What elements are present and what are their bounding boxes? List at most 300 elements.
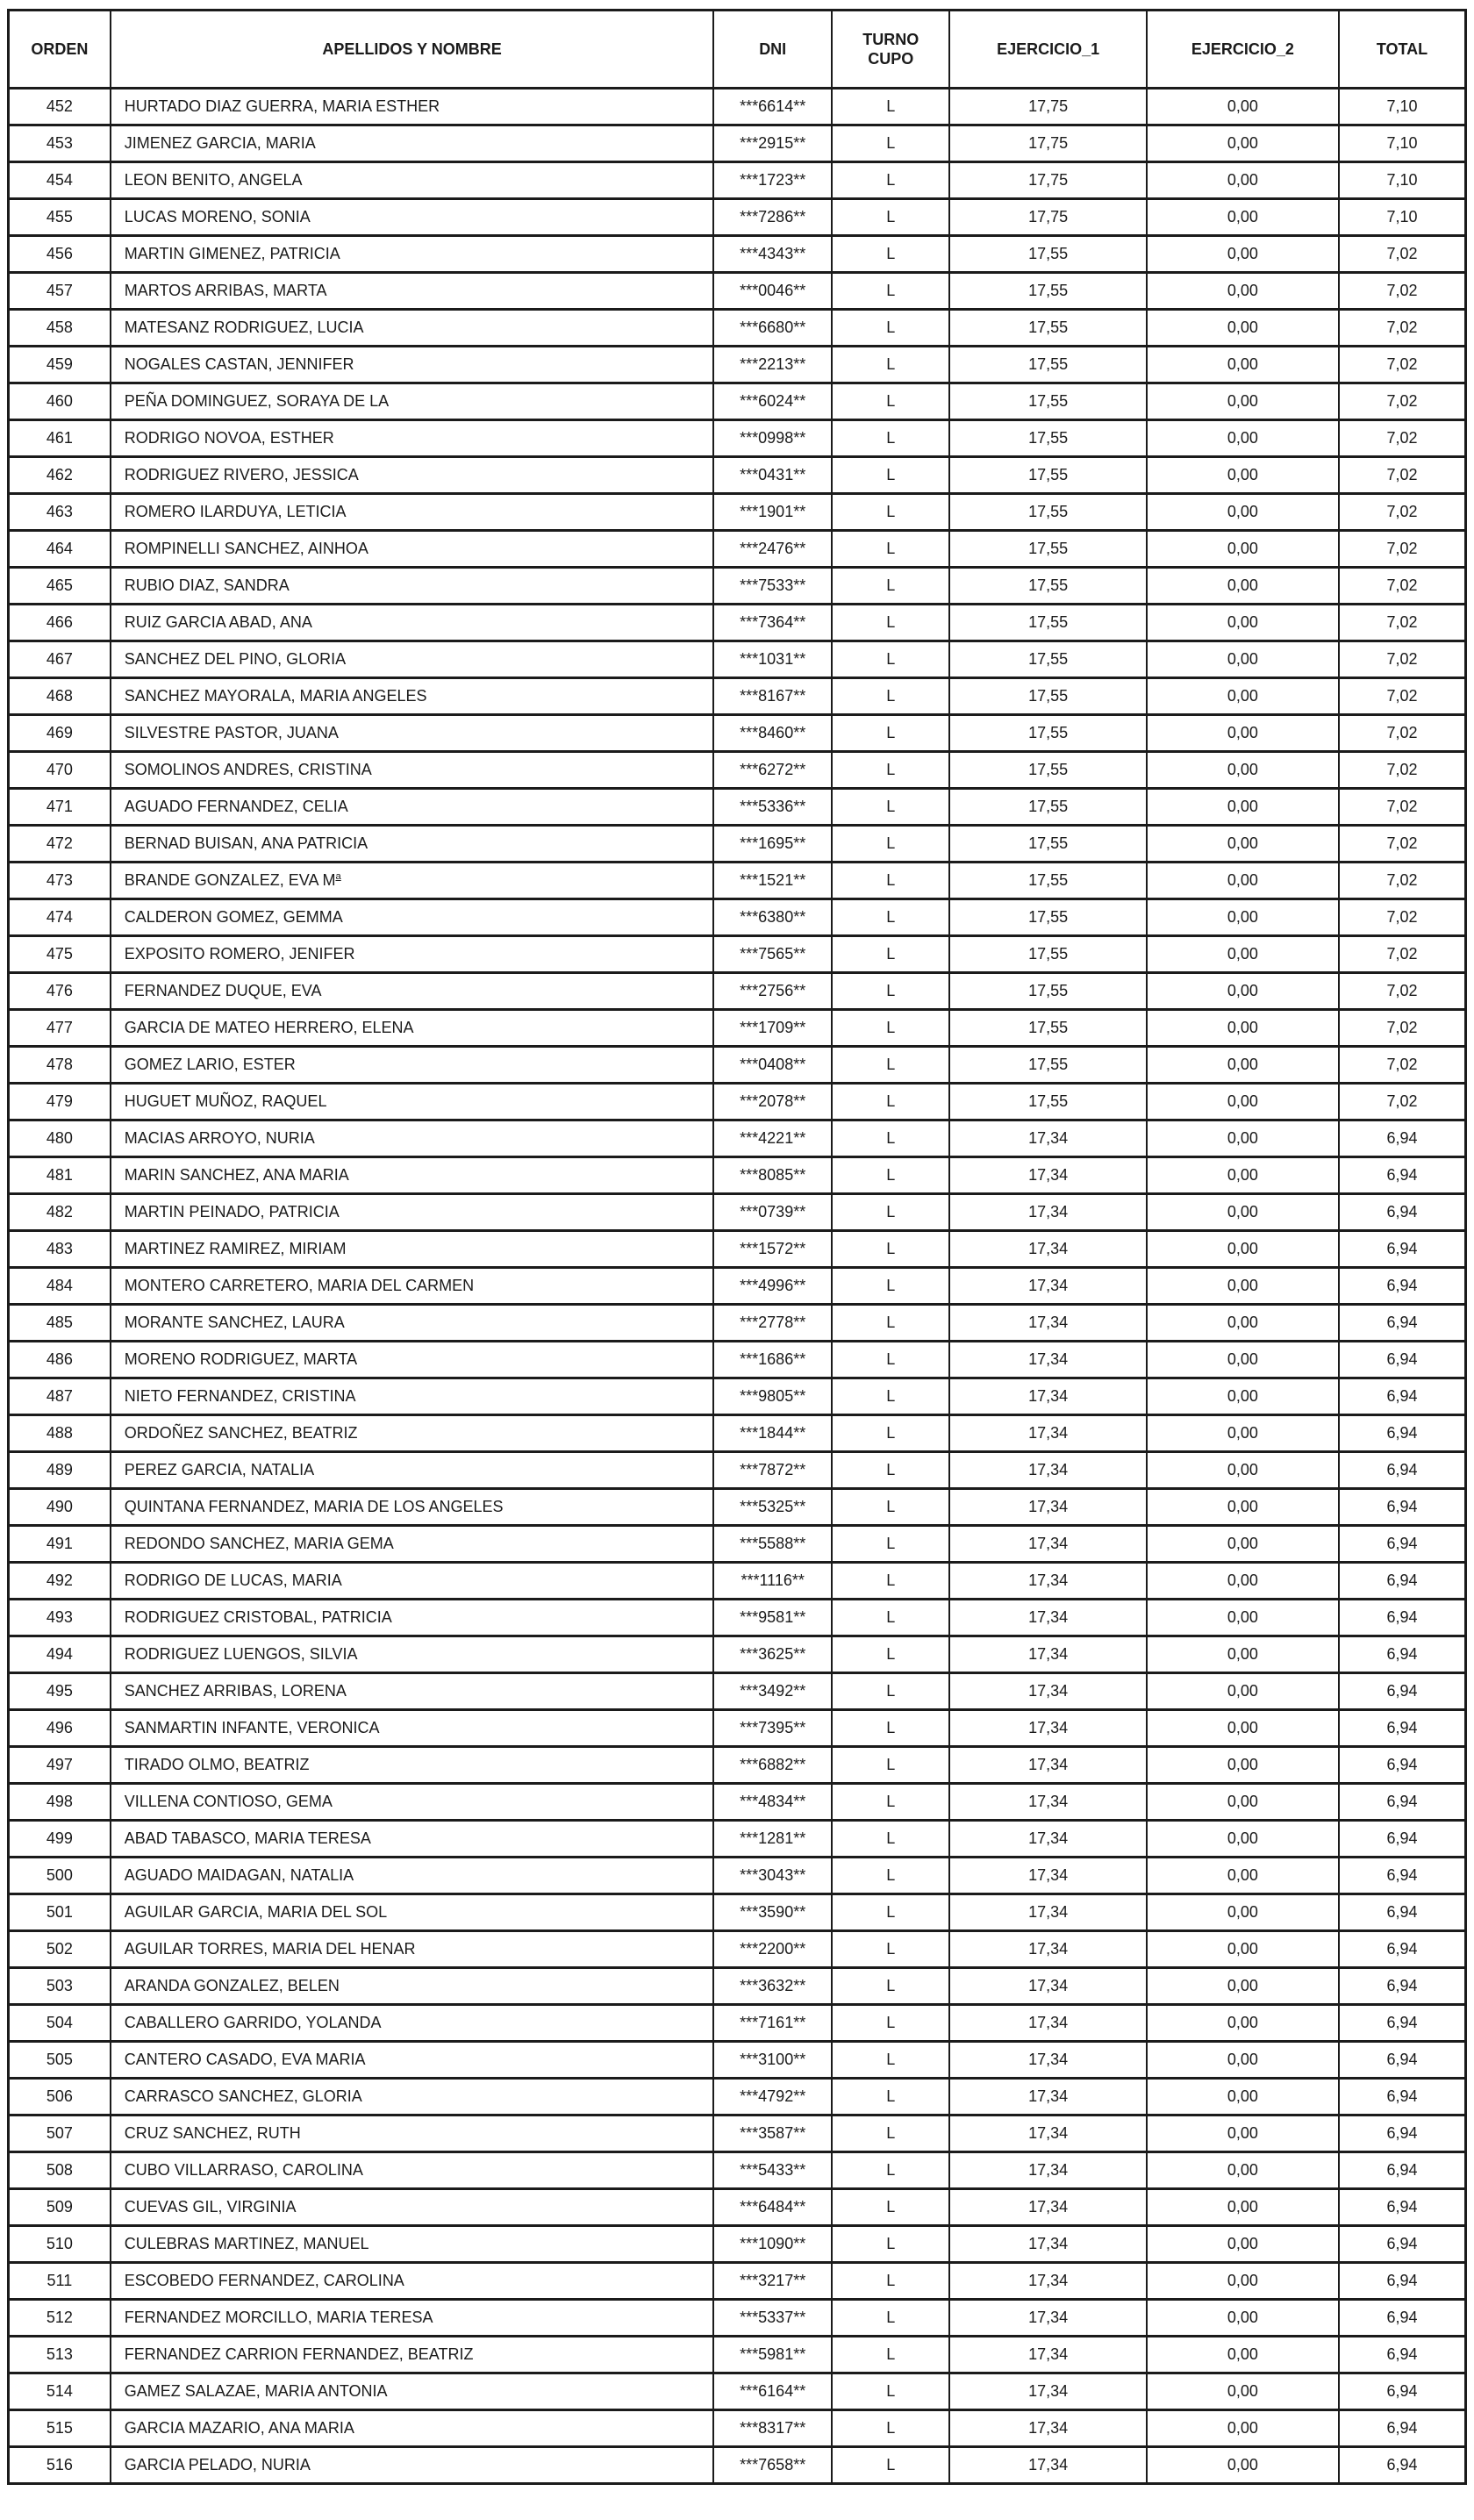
table-row [9,641,1466,678]
cell-ej2: 0,00 [1147,1378,1339,1415]
cell-ej1: 17,34 [949,1821,1146,1858]
cell-total: 6,94 [1339,1673,1466,1710]
cell-nombre: VILLENA CONTIOSO, GEMA [111,1784,714,1821]
cell-turno: L [832,236,950,273]
cell-nombre: GOMEZ LARIO, ESTER [111,1047,714,1084]
cell-nombre: LUCAS MORENO, SONIA [111,199,714,236]
cell-nombre: CABALLERO GARRIDO, YOLANDA [111,2005,714,2042]
cell-turno: L [832,1710,950,1747]
cell-total: 7,02 [1339,752,1466,789]
table-row [9,936,1466,973]
cell-orden: 502 [9,1931,111,1968]
cell-ej2: 0,00 [1147,1710,1339,1747]
cell-total: 6,94 [1339,1600,1466,1636]
cell-total: 6,94 [1339,2152,1466,2189]
cell-nombre: GARCIA MAZARIO, ANA MARIA [111,2410,714,2447]
cell-ej1: 17,55 [949,236,1146,273]
cell-total: 7,02 [1339,310,1466,347]
cell-orden: 458 [9,310,111,347]
cell-nombre: MARTIN GIMENEZ, PATRICIA [111,236,714,273]
cell-turno: L [832,347,950,383]
cell-ej1: 17,55 [949,457,1146,494]
cell-orden: 457 [9,273,111,310]
table-row [9,899,1466,936]
cell-orden: 499 [9,1821,111,1858]
cell-ej1: 17,34 [949,2005,1146,2042]
cell-turno: L [832,162,950,199]
cell-dni: ***8167** [713,678,832,715]
cell-ej1: 17,34 [949,1268,1146,1305]
cell-ej2: 0,00 [1147,1268,1339,1305]
cell-nombre: REDONDO SANCHEZ, MARIA GEMA [111,1526,714,1563]
header-turno-cupo: TURNO CUPO [832,11,950,89]
cell-ej1: 17,34 [949,1157,1146,1194]
cell-dni: ***3217** [713,2263,832,2300]
cell-dni: ***3625** [713,1636,832,1673]
cell-nombre: SANCHEZ MAYORALA, MARIA ANGELES [111,678,714,715]
cell-ej1: 17,55 [949,273,1146,310]
cell-orden: 459 [9,347,111,383]
cell-total: 7,02 [1339,678,1466,715]
cell-total: 7,02 [1339,863,1466,899]
cell-ej1: 17,55 [949,936,1146,973]
cell-orden: 509 [9,2189,111,2226]
cell-nombre: GAMEZ SALAZAE, MARIA ANTONIA [111,2373,714,2410]
cell-ej2: 0,00 [1147,863,1339,899]
table-row [9,2447,1466,2484]
cell-dni: ***9581** [713,1600,832,1636]
cell-ej2: 0,00 [1147,1784,1339,1821]
cell-ej1: 17,34 [949,2410,1146,2447]
cell-orden: 489 [9,1452,111,1489]
table-row [9,236,1466,273]
cell-total: 7,10 [1339,125,1466,162]
cell-ej1: 17,55 [949,1084,1146,1120]
table-row [9,1968,1466,2005]
cell-ej2: 0,00 [1147,2042,1339,2079]
cell-turno: L [832,605,950,641]
cell-total: 6,94 [1339,1120,1466,1157]
cell-orden: 478 [9,1047,111,1084]
cell-orden: 515 [9,2410,111,2447]
table-row [9,125,1466,162]
table-row [9,1120,1466,1157]
cell-ej2: 0,00 [1147,936,1339,973]
table-row [9,1858,1466,1894]
results-table [7,9,1467,2485]
cell-dni: ***0998** [713,420,832,457]
cell-nombre: RUBIO DIAZ, SANDRA [111,568,714,605]
cell-nombre: JIMENEZ GARCIA, MARIA [111,125,714,162]
cell-dni: ***3590** [713,1894,832,1931]
cell-ej1: 17,55 [949,1047,1146,1084]
cell-dni: ***0739** [713,1194,832,1231]
cell-ej1: 17,55 [949,420,1146,457]
table-row [9,1047,1466,1084]
table-row [9,1821,1466,1858]
cell-total: 6,94 [1339,2189,1466,2226]
cell-turno: L [832,1305,950,1342]
cell-dni: ***1116** [713,1563,832,1600]
cell-nombre: SANCHEZ DEL PINO, GLORIA [111,641,714,678]
cell-nombre: MORENO RODRIGUEZ, MARTA [111,1342,714,1378]
cell-ej1: 17,55 [949,605,1146,641]
table-row [9,1489,1466,1526]
cell-orden: 484 [9,1268,111,1305]
cell-orden: 477 [9,1010,111,1047]
cell-nombre: RUIZ GARCIA ABAD, ANA [111,605,714,641]
cell-dni: ***1031** [713,641,832,678]
cell-ej2: 0,00 [1147,1305,1339,1342]
cell-total: 7,02 [1339,1084,1466,1120]
cell-ej2: 0,00 [1147,715,1339,752]
table-row [9,1452,1466,1489]
cell-ej2: 0,00 [1147,199,1339,236]
cell-turno: L [832,1858,950,1894]
cell-total: 7,02 [1339,457,1466,494]
table-row [9,1894,1466,1931]
cell-nombre: SOMOLINOS ANDRES, CRISTINA [111,752,714,789]
cell-orden: 456 [9,236,111,273]
table-row [9,678,1466,715]
table-row [9,1010,1466,1047]
table-row [9,752,1466,789]
cell-orden: 452 [9,89,111,125]
table-row [9,1563,1466,1600]
cell-ej2: 0,00 [1147,89,1339,125]
cell-ej1: 17,55 [949,678,1146,715]
cell-total: 7,02 [1339,531,1466,568]
cell-turno: L [832,863,950,899]
header-ejercicio-1: EJERCICIO_1 [949,11,1146,89]
table-row [9,1231,1466,1268]
cell-orden: 469 [9,715,111,752]
table-row [9,89,1466,125]
cell-dni: ***7533** [713,568,832,605]
cell-ej1: 17,34 [949,1636,1146,1673]
cell-nombre: RODRIGO DE LUCAS, MARIA [111,1563,714,1600]
cell-ej2: 0,00 [1147,1415,1339,1452]
cell-nombre: MACIAS ARROYO, NURIA [111,1120,714,1157]
cell-nombre: BERNAD BUISAN, ANA PATRICIA [111,826,714,863]
cell-orden: 464 [9,531,111,568]
cell-turno: L [832,2447,950,2484]
cell-total: 6,94 [1339,1231,1466,1268]
cell-orden: 470 [9,752,111,789]
cell-ej1: 17,34 [949,1120,1146,1157]
cell-ej1: 17,55 [949,310,1146,347]
cell-dni: ***7286** [713,199,832,236]
cell-turno: L [832,2152,950,2189]
cell-nombre: FERNANDEZ CARRION FERNANDEZ, BEATRIZ [111,2337,714,2373]
header-total: TOTAL [1339,11,1466,89]
cell-ej1: 17,34 [949,2152,1146,2189]
table-row [9,863,1466,899]
cell-turno: L [832,789,950,826]
cell-dni: ***3632** [713,1968,832,2005]
cell-ej2: 0,00 [1147,2337,1339,2373]
table-row [9,162,1466,199]
table-row [9,1931,1466,1968]
cell-total: 6,94 [1339,1710,1466,1747]
cell-ej2: 0,00 [1147,273,1339,310]
cell-turno: L [832,1747,950,1784]
cell-ej1: 17,34 [949,1784,1146,1821]
cell-ej1: 17,55 [949,899,1146,936]
table-row [9,2226,1466,2263]
cell-ej2: 0,00 [1147,1636,1339,1673]
cell-nombre: NOGALES CASTAN, JENNIFER [111,347,714,383]
cell-turno: L [832,641,950,678]
cell-ej2: 0,00 [1147,641,1339,678]
cell-ej1: 17,34 [949,1378,1146,1415]
cell-dni: ***3587** [713,2116,832,2152]
cell-ej1: 17,34 [949,1526,1146,1563]
cell-turno: L [832,1600,950,1636]
cell-total: 6,94 [1339,1747,1466,1784]
table-row [9,494,1466,531]
cell-dni: ***7565** [713,936,832,973]
cell-nombre: ABAD TABASCO, MARIA TERESA [111,1821,714,1858]
cell-ej1: 17,55 [949,752,1146,789]
cell-total: 7,02 [1339,899,1466,936]
cell-nombre: GARCIA DE MATEO HERRERO, ELENA [111,1010,714,1047]
cell-dni: ***5588** [713,1526,832,1563]
cell-ej2: 0,00 [1147,678,1339,715]
cell-turno: L [832,1342,950,1378]
cell-total: 6,94 [1339,1194,1466,1231]
table-row [9,1636,1466,1673]
cell-total: 6,94 [1339,1526,1466,1563]
cell-ej2: 0,00 [1147,2152,1339,2189]
cell-ej1: 17,34 [949,1563,1146,1600]
cell-orden: 496 [9,1710,111,1747]
cell-orden: 485 [9,1305,111,1342]
cell-ej2: 0,00 [1147,457,1339,494]
cell-total: 7,10 [1339,162,1466,199]
table-row [9,310,1466,347]
cell-dni: ***3043** [713,1858,832,1894]
cell-ej2: 0,00 [1147,1194,1339,1231]
cell-ej1: 17,34 [949,1747,1146,1784]
cell-dni: ***1844** [713,1415,832,1452]
cell-ej1: 17,34 [949,2116,1146,2152]
cell-nombre: FERNANDEZ DUQUE, EVA [111,973,714,1010]
cell-orden: 486 [9,1342,111,1378]
cell-total: 6,94 [1339,1894,1466,1931]
cell-dni: ***5325** [713,1489,832,1526]
cell-total: 6,94 [1339,1415,1466,1452]
cell-nombre: GARCIA PELADO, NURIA [111,2447,714,2484]
cell-ej1: 17,55 [949,531,1146,568]
table-row [9,2189,1466,2226]
table-row [9,1784,1466,1821]
cell-total: 7,02 [1339,494,1466,531]
cell-ej2: 0,00 [1147,789,1339,826]
table-row [9,2263,1466,2300]
cell-turno: L [832,2373,950,2410]
cell-total: 6,94 [1339,2263,1466,2300]
table-row [9,199,1466,236]
cell-orden: 503 [9,1968,111,2005]
cell-ej2: 0,00 [1147,1600,1339,1636]
cell-turno: L [832,568,950,605]
cell-turno: L [832,310,950,347]
cell-orden: 476 [9,973,111,1010]
table-row [9,568,1466,605]
cell-turno: L [832,2300,950,2337]
cell-total: 6,94 [1339,1268,1466,1305]
cell-turno: L [832,715,950,752]
cell-orden: 482 [9,1194,111,1231]
cell-dni: ***5336** [713,789,832,826]
cell-ej1: 17,34 [949,2373,1146,2410]
cell-ej1: 17,34 [949,2447,1146,2484]
cell-ej1: 17,34 [949,1305,1146,1342]
cell-ej2: 0,00 [1147,1673,1339,1710]
cell-ej1: 17,34 [949,1673,1146,1710]
cell-ej2: 0,00 [1147,1010,1339,1047]
cell-orden: 508 [9,2152,111,2189]
cell-total: 7,02 [1339,789,1466,826]
cell-orden: 465 [9,568,111,605]
cell-turno: L [832,1378,950,1415]
table-row [9,1673,1466,1710]
ordinal-feminine-mark: a [335,871,341,882]
cell-nombre: QUINTANA FERNANDEZ, MARIA DE LOS ANGELES [111,1489,714,1526]
table-row [9,1378,1466,1415]
cell-total: 7,02 [1339,973,1466,1010]
table-row [9,1342,1466,1378]
cell-ej1: 17,55 [949,826,1146,863]
cell-orden: 475 [9,936,111,973]
cell-ej1: 17,75 [949,199,1146,236]
cell-total: 7,10 [1339,199,1466,236]
cell-orden: 491 [9,1526,111,1563]
cell-dni: ***7872** [713,1452,832,1489]
cell-nombre: MARTINEZ RAMIREZ, MIRIAM [111,1231,714,1268]
cell-ej1: 17,34 [949,2079,1146,2116]
table-row [9,273,1466,310]
cell-turno: L [832,826,950,863]
cell-turno: L [832,383,950,420]
cell-orden: 472 [9,826,111,863]
cell-ej1: 17,34 [949,1968,1146,2005]
cell-dni: ***5337** [713,2300,832,2337]
cell-turno: L [832,2005,950,2042]
cell-nombre: MARTOS ARRIBAS, MARTA [111,273,714,310]
cell-dni: ***4834** [713,1784,832,1821]
cell-turno: L [832,936,950,973]
cell-turno: L [832,2410,950,2447]
cell-ej2: 0,00 [1147,2116,1339,2152]
cell-ej2: 0,00 [1147,2373,1339,2410]
cell-ej2: 0,00 [1147,1821,1339,1858]
table-row [9,1268,1466,1305]
cell-turno: L [832,1194,950,1231]
cell-nombre: ESCOBEDO FERNANDEZ, CAROLINA [111,2263,714,2300]
cell-dni: ***8317** [713,2410,832,2447]
cell-turno: L [832,531,950,568]
cell-nombre: MORANTE SANCHEZ, LAURA [111,1305,714,1342]
cell-total: 7,02 [1339,826,1466,863]
table-row [9,1600,1466,1636]
cell-orden: 500 [9,1858,111,1894]
cell-total: 6,94 [1339,2300,1466,2337]
table-header [9,11,1466,89]
cell-orden: 462 [9,457,111,494]
cell-ej2: 0,00 [1147,1894,1339,1931]
cell-ej2: 0,00 [1147,1931,1339,1968]
cell-dni: ***7364** [713,605,832,641]
cell-total: 6,94 [1339,2116,1466,2152]
cell-dni: ***6380** [713,899,832,936]
cell-orden: 493 [9,1600,111,1636]
cell-total: 7,10 [1339,89,1466,125]
cell-dni: ***0408** [713,1047,832,1084]
cell-dni: ***2778** [713,1305,832,1342]
cell-ej2: 0,00 [1147,568,1339,605]
cell-turno: L [832,1120,950,1157]
cell-nombre: RODRIGUEZ CRISTOBAL, PATRICIA [111,1600,714,1636]
cell-nombre: AGUADO FERNANDEZ, CELIA [111,789,714,826]
cell-turno: L [832,1268,950,1305]
cell-total: 6,94 [1339,2447,1466,2484]
cell-nombre: RODRIGUEZ LUENGOS, SILVIA [111,1636,714,1673]
cell-total: 6,94 [1339,1452,1466,1489]
cell-orden: 507 [9,2116,111,2152]
cell-dni: ***6484** [713,2189,832,2226]
cell-ej1: 17,34 [949,1415,1146,1452]
cell-dni: ***3100** [713,2042,832,2079]
table-row [9,605,1466,641]
table-row [9,1526,1466,1563]
cell-nombre: CANTERO CASADO, EVA MARIA [111,2042,714,2079]
cell-ej1: 17,34 [949,1600,1146,1636]
cell-turno: L [832,1415,950,1452]
cell-ej1: 17,55 [949,568,1146,605]
cell-nombre: PEREZ GARCIA, NATALIA [111,1452,714,1489]
cell-nombre: SANCHEZ ARRIBAS, LORENA [111,1673,714,1710]
cell-dni: ***1709** [713,1010,832,1047]
cell-orden: 495 [9,1673,111,1710]
header-apellidos-y-nombre: APELLIDOS Y NOMBRE [111,11,714,89]
cell-ej1: 17,34 [949,2189,1146,2226]
cell-ej2: 0,00 [1147,2410,1339,2447]
cell-nombre: SILVESTRE PASTOR, JUANA [111,715,714,752]
cell-orden: 487 [9,1378,111,1415]
cell-turno: L [832,89,950,125]
cell-ej2: 0,00 [1147,383,1339,420]
cell-orden: 488 [9,1415,111,1452]
cell-total: 7,02 [1339,1047,1466,1084]
cell-dni: ***8460** [713,715,832,752]
cell-ej2: 0,00 [1147,1120,1339,1157]
cell-orden: 501 [9,1894,111,1931]
table-row [9,973,1466,1010]
cell-ej1: 17,34 [949,1452,1146,1489]
cell-ej2: 0,00 [1147,973,1339,1010]
cell-dni: ***1090** [713,2226,832,2263]
cell-ej2: 0,00 [1147,2226,1339,2263]
table-row [9,2410,1466,2447]
cell-ej2: 0,00 [1147,1858,1339,1894]
cell-total: 6,94 [1339,2373,1466,2410]
cell-ej1: 17,55 [949,494,1146,531]
cell-turno: L [832,1157,950,1194]
table-row [9,2300,1466,2337]
cell-nombre: CARRASCO SANCHEZ, GLORIA [111,2079,714,2116]
